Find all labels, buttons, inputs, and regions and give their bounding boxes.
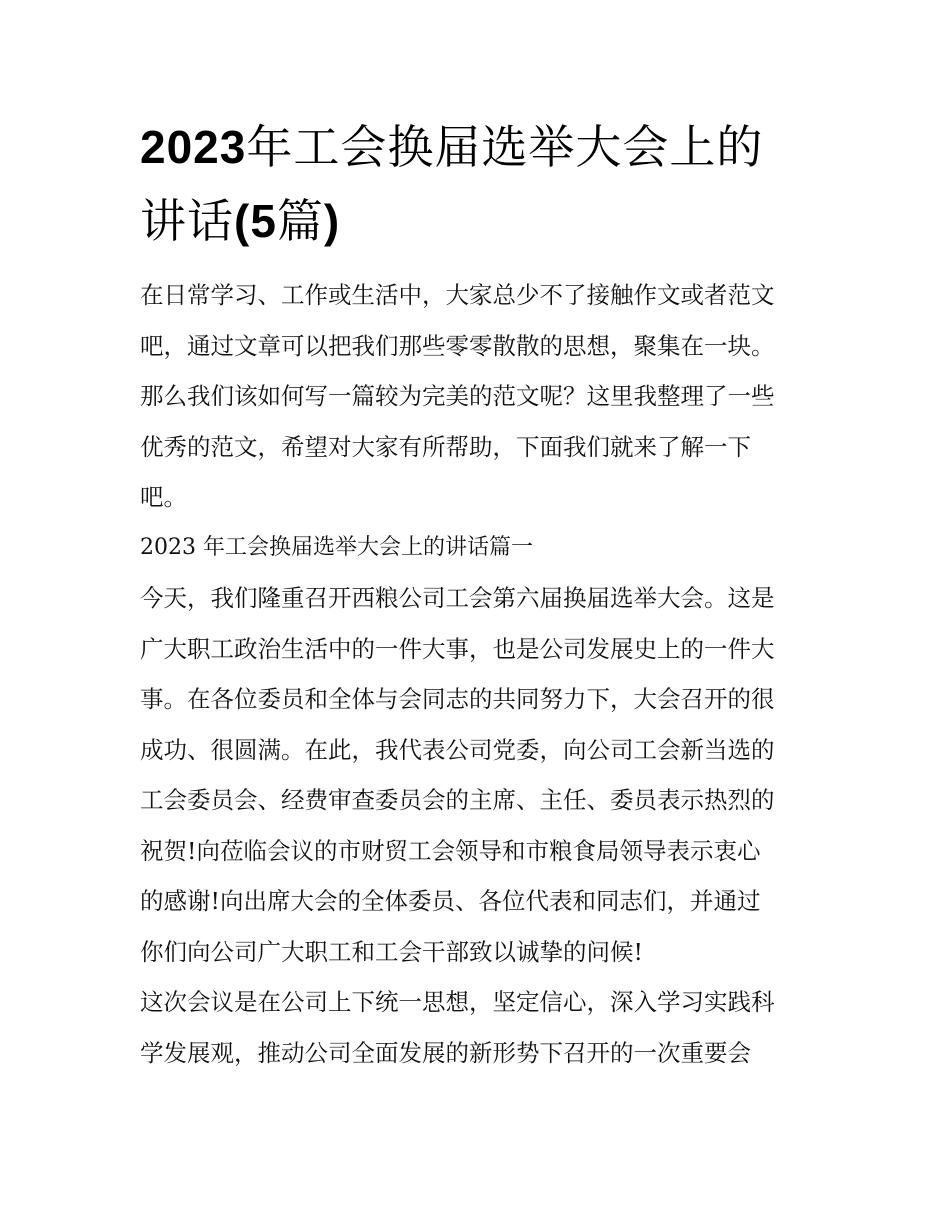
text-line: 成功、很圆满。在此，我代表公司党委，向公司工会新当选的 (140, 735, 775, 764)
title-year: 2023 (140, 121, 247, 173)
intro-paragraph (140, 270, 812, 523)
text-line: 广大职工政治生活中的一件大事，也是公司发展史上的一件大 (140, 634, 775, 663)
text-line: 吧，通过文章可以把我们那些零零散散的思想，聚集在一块。 (140, 331, 775, 360)
title-line-2 (140, 194, 340, 248)
text-line: 今天，我们隆重召开西粮公司工会第六届换届选举大会。这是 (140, 584, 775, 612)
text-line: 这次会议是在公司上下统一思想，坚定信心，深入学习实践科 (140, 988, 775, 1016)
text-line: 的感谢!向出席大会的全体委员、各位代表和同志们，并通过 (140, 887, 761, 915)
text-line: 学发展观，推动公司全面发展的新形势下召开的一次重要会 (140, 1038, 751, 1067)
title-text-3: 篇 (276, 194, 324, 248)
text-line: 在日常学习、工作或生活中，大家总少不了接触作文或者范文 (140, 281, 775, 309)
text-line: 工会委员会、经费审查委员会的主席、主任、委员表示热烈的 (140, 786, 775, 814)
text-line: 你们向公司广大职工和工会干部致以诚挚的问候! (140, 937, 643, 966)
document-title (140, 110, 812, 258)
text-line: 吧。 (140, 483, 187, 511)
text-line: 事。在各位委员和全体与会同志的共同努力下，大会召开的很 (140, 685, 775, 713)
title-text-1: 年工会换届选举大会上的 (246, 120, 764, 174)
title-count: (5 (234, 195, 277, 247)
body-paragraph-1 (140, 573, 812, 977)
text-line: 祝贺!向莅临会议的市财贸工会领导和市粮食局领导表示衷心 (140, 836, 761, 865)
document-page (140, 110, 812, 1078)
section-heading: 2023 年工会换届选举大会上的讲话篇一 (140, 534, 533, 560)
text-line: 那么我们该如何写一篇较为完美的范文呢？这里我整理了一些 (140, 382, 775, 410)
title-text-2: 讲话 (140, 194, 234, 248)
text-line: 优秀的范文，希望对大家有所帮助，下面我们就来了解一下 (140, 432, 751, 461)
body-paragraph-2 (140, 977, 812, 1078)
title-close-paren: ) (323, 195, 341, 247)
title-line-1 (140, 120, 763, 174)
